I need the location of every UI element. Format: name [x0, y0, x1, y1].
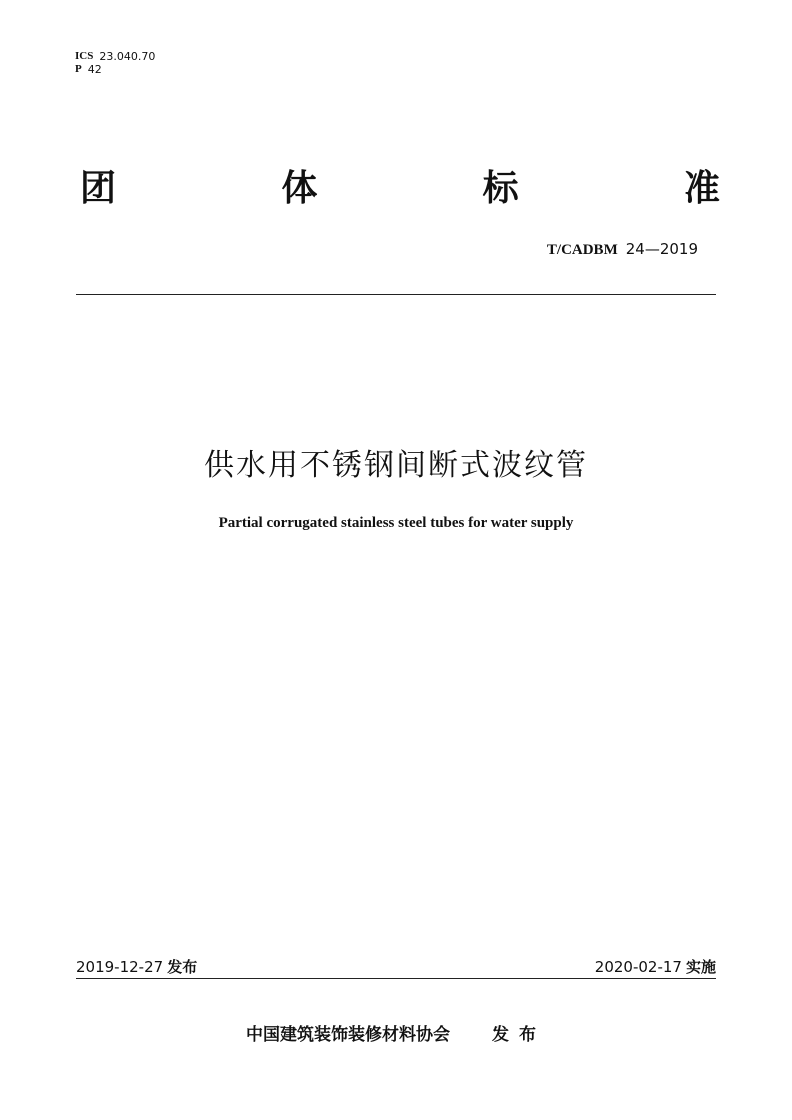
- implement-label: 实施: [685, 958, 716, 976]
- standard-type-heading: [80, 160, 720, 211]
- ics-line: [75, 50, 155, 63]
- ccs-label: P: [75, 63, 82, 75]
- standard-type-char: 团: [80, 168, 117, 209]
- publisher-line: [0, 1020, 792, 1045]
- title-english: Partial corrugated stainless steel tubes for water supply: [218, 515, 574, 531]
- release-date-block: [76, 956, 197, 977]
- title-chinese: 供水用不锈钢间断式波纹管: [204, 448, 588, 483]
- standard-number-value: 24—2019: [625, 240, 698, 258]
- bottom-divider: [76, 978, 716, 979]
- date-row: [76, 956, 716, 977]
- implement-date-block: [595, 956, 716, 977]
- standard-number: [547, 240, 698, 259]
- ccs-value: 42: [87, 63, 102, 76]
- implement-date: 2020-02-17: [594, 958, 682, 976]
- release-label: 发布: [167, 958, 198, 976]
- standard-type-char: 体: [281, 168, 318, 209]
- standard-type-char: 标: [482, 168, 519, 209]
- ics-value: 23.040.70: [99, 50, 156, 63]
- publisher-org: 中国建筑装饰装修材料协会: [246, 1025, 451, 1045]
- ics-label: ICS: [75, 50, 94, 62]
- classification-codes: [75, 50, 155, 76]
- publisher-action: 发布: [491, 1025, 546, 1045]
- top-divider: [76, 294, 716, 295]
- ccs-line: [75, 63, 155, 76]
- release-date: 2019-12-27: [76, 958, 164, 976]
- standard-type-char: 准: [683, 168, 720, 209]
- standard-number-prefix: T/CADBM: [546, 242, 618, 258]
